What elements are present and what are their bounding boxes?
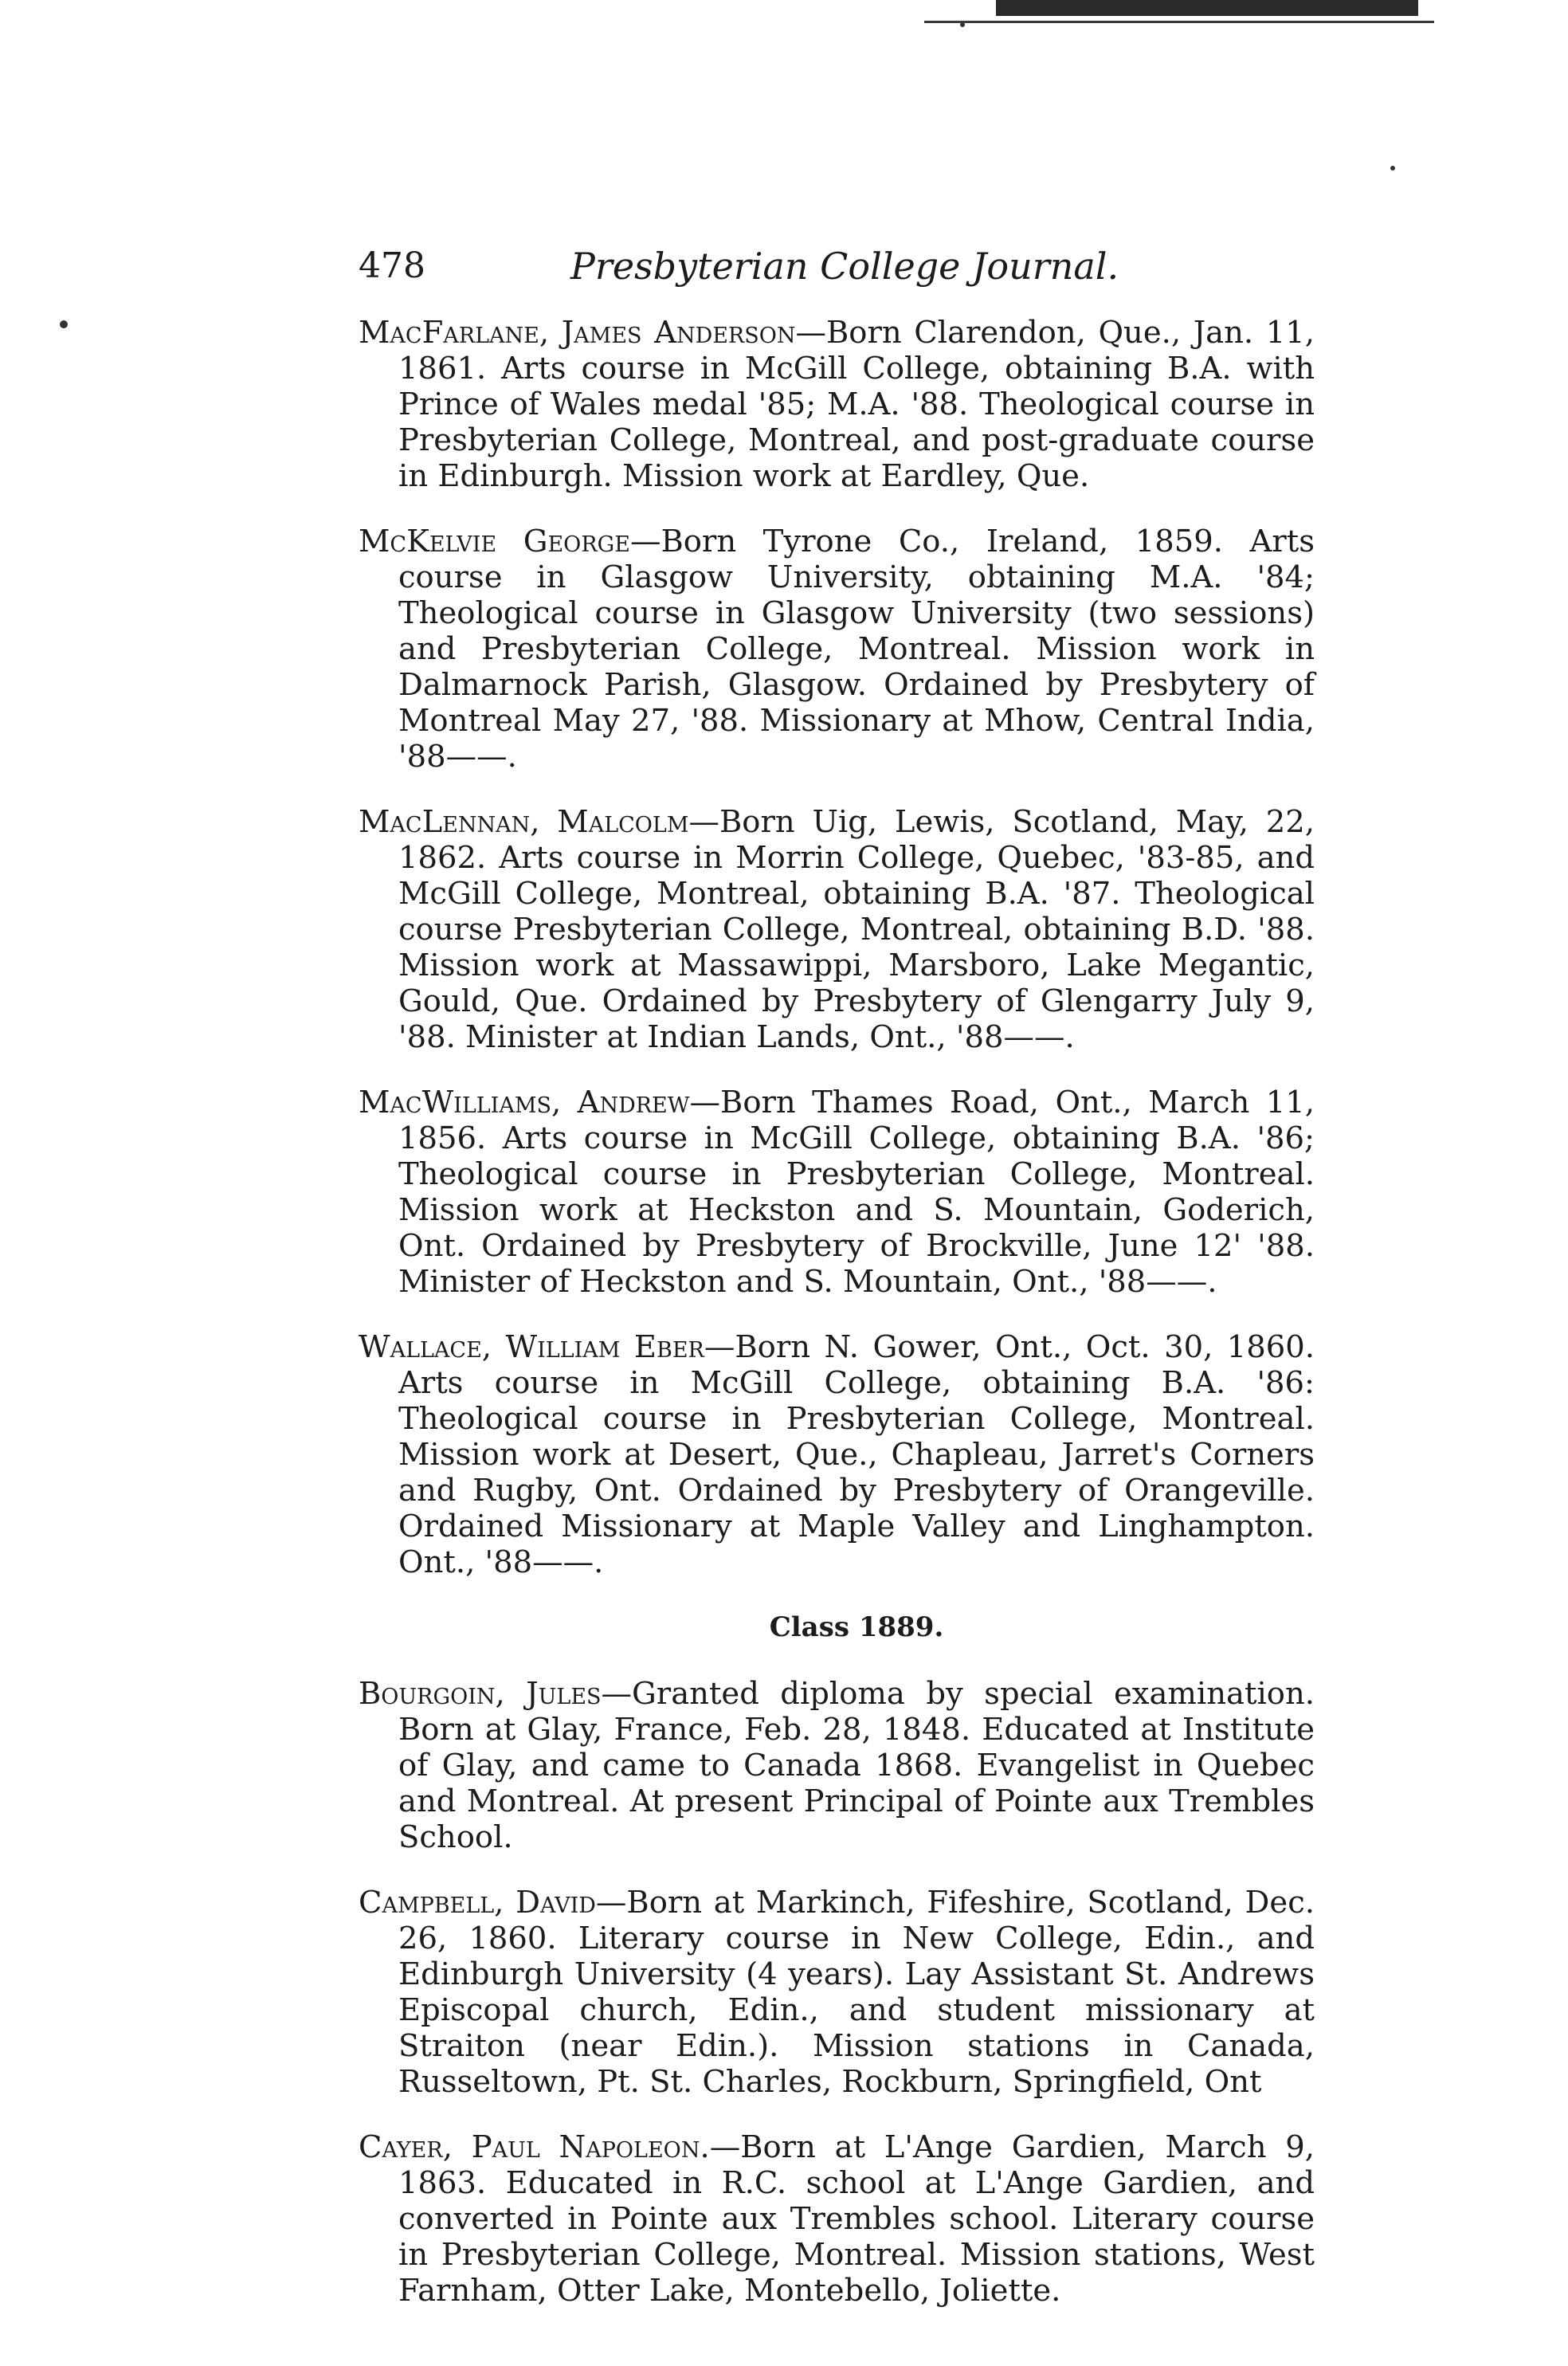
entry-name: Cayer, Paul Napoleon. bbox=[359, 2129, 710, 2165]
print-speck bbox=[60, 320, 68, 328]
biography-entry bbox=[359, 2129, 1315, 2309]
class-heading: Class 1889. bbox=[769, 1611, 944, 1643]
biography-entry bbox=[359, 1329, 1315, 1580]
running-title: Presbyterian College Journal. bbox=[570, 245, 1119, 288]
print-speck bbox=[1390, 166, 1395, 171]
entry-name: MacWilliams, Andrew bbox=[359, 1085, 690, 1120]
biography-entry bbox=[359, 315, 1315, 494]
entry-name: Wallace, William Eber bbox=[359, 1329, 704, 1365]
entry-name: MacLennan, Malcolm bbox=[359, 804, 689, 840]
entry-text: —Born Uig, Lewis, Scotland, May, 22, 1862. Arts course in Morrin College, Quebec, '83-85, and McGill College, Montreal, obtaining B.A. '87. Theological course Presbyterian College, Montreal, obtaining B.D. '88. Mission work at Massawippi, Marsboro, Lake Megantic, Gould, Que. Ordained by Presbytery of Glengarry July 9, '88. Minister at Indian Lands, Ont., '88——. bbox=[398, 804, 1315, 1055]
page-body bbox=[359, 315, 1315, 2338]
entry-name: McKelvie George bbox=[359, 524, 630, 559]
print-speck bbox=[960, 22, 965, 27]
entry-text: —Born at Markinch, Fifeshire, Scotland, Dec. 26, 1860. Literary course in New College, Edin., and Edinburgh University (4 years). Lay Assistant St. Andrews Episcopal church, Edin., and student missionary at Straiton (near Edin.). Mission stations in Canada, Russeltown, Pt. St. Charles, Rockburn, Springfield, Ont bbox=[398, 1885, 1315, 2100]
page-header bbox=[359, 241, 1331, 292]
top-border-thin-rule bbox=[924, 21, 1434, 23]
entry-text: —Born Tyrone Co., Ireland, 1859. Arts course in Glasgow University, obtaining M.A. '84; Theological course in Glasgow University (two sessions) and Presbyterian College, Montreal. Mission work in Dalmarnock Parish, Glasgow. Ordained by Presbytery of Montreal May 27, '88. Missionary at Mhow, Central India, '88——. bbox=[398, 524, 1315, 775]
biography-entry bbox=[359, 804, 1315, 1055]
biography-entry bbox=[359, 1676, 1315, 1855]
entry-text: —Born Thames Road, Ont., March 11, 1856. Arts course in McGill College, obtaining B.A. '86; Theological course in Presbyterian College, Montreal. Mission work at Heckston and S. Mountain, Goderich, Ont. Ordained by Presbytery of Brockville, June 12' '88. Minister of Heckston and S. Mountain, Ont., '88——. bbox=[398, 1085, 1315, 1300]
top-border-rule bbox=[996, 0, 1418, 16]
entry-name: Campbell, David bbox=[359, 1885, 596, 1921]
entry-text: —Born Clarendon, Que., Jan. 11, 1861. Arts course in McGill College, obtaining B.A. with Prince of Wales medal '85; M.A. '88. Theological course in Presbyterian College, Montreal, and post-graduate course in Edinburgh. Mission work at Eardley, Que. bbox=[398, 315, 1315, 494]
biography-entry bbox=[359, 1085, 1315, 1300]
entry-name: MacFarlane, James Anderson bbox=[359, 315, 796, 351]
biography-entry bbox=[359, 1885, 1315, 2100]
entry-text: —Granted diploma by special examination. Born at Glay, France, Feb. 28, 1848. Educated at Institute of Glay, and came to Canada 1868. Evangelist in Quebec and Montreal. At present Principal of Pointe aux Trembles School. bbox=[398, 1676, 1315, 1855]
biography-entry bbox=[359, 524, 1315, 775]
page-number: 478 bbox=[359, 245, 425, 286]
entry-text: —Born N. Gower, Ont., Oct. 30, 1860. Arts course in McGill College, obtaining B.A. '86: Theological course in Presbyterian College, Montreal. Mission work at Desert, Que., Chapleau, Jarret's Corners and Rugby, Ont. Ordained by Presbytery of Orangeville. Ordained Missionary at Maple Valley and Linghampton. Ont., '88——. bbox=[398, 1329, 1315, 1580]
entry-name: Bourgoin, Jules bbox=[359, 1676, 602, 1712]
entry-text: —Born at L'Ange Gardien, March 9, 1863. Educated in R.C. school at L'Ange Gardien, and converted in Pointe aux Trembles school. Literary course in Presbyterian College, Montreal. Mission stations, West Farnham, Otter Lake, Montebello, Joliette. bbox=[398, 2129, 1315, 2309]
